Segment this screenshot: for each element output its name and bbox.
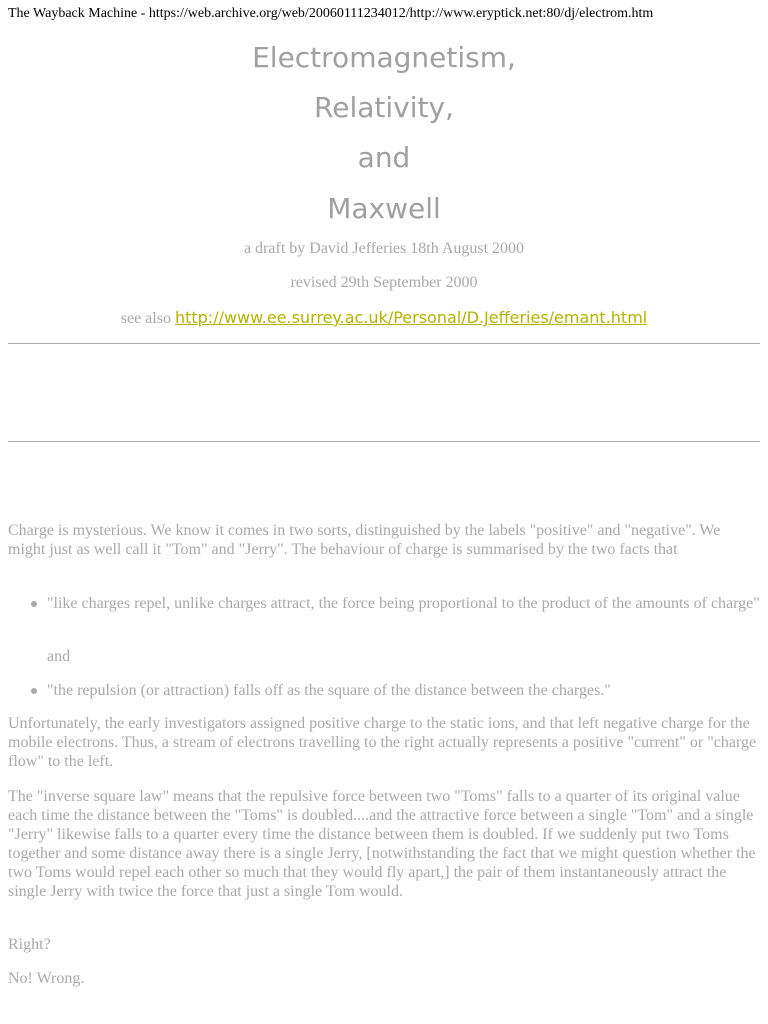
charge-facts-list-2 [8,681,760,700]
fact-2-text: "the repulsion (or attraction) falls off as the square of the distance between the charges." [47,682,611,699]
intro-paragraph: Charge is mysterious. We know it comes in two sorts, distinguished by the labels "positive" and "negative". We might just as well call it "Tom" and "Jerry". The behaviour of charge is summarised by the two facts that [8,522,721,558]
divider-top [8,343,760,344]
charge-facts-list [8,594,760,613]
title-line-1: Electromagnetism, [252,41,516,74]
paragraph-3: The "inverse square law" means that the repulsive force between two "Toms" falls to a quarter of its original value each time the distance between the "Toms" is doubled....and the attractive force between a single "Tom" and a single "Jerry" likewise falls to a quarter every time the distance between them is doubled. If we suddenly put two Toms together and some distance away there is a single Jerry, [notwithstanding the fact that we might question whether the two Toms would repel each other so much that they would fly apart,] the pair of them instantaneously attract the single Jerry with twice the force that just a single Tom would. [8,788,756,900]
wayback-header: The Wayback Machine - https://web.archive.org/web/20060111234012/http://www.eryptick.net:80/dj/electrom.htm [8,6,654,21]
bullet-icon [31,688,37,694]
paragraph-right: Right? [8,936,51,953]
and-text: and [47,648,71,665]
fact-1-text: "like charges repel, unlike charges attract, the force being proportional to the product of the amounts of charge" [47,595,760,612]
paragraph-2: Unfortunately, the early investigators assigned positive charge to the static ions, and that left negative charge for the mobile electrons. Thus, a stream of electrons travelling to the right actually represents a positive "current" or "charge flow" to the left. [8,715,757,770]
divider-bottom [8,441,760,442]
title-line-3: and [357,141,411,174]
see-also [0,308,768,328]
title-line-4: Maxwell [327,192,441,225]
title-line-2: Relativity, [314,91,454,124]
byline: a draft by David Jefferies 18th August 2000 [243,240,525,257]
see-also-prefix: see also [120,310,171,327]
paragraph-wrong: No! Wrong. [8,970,85,987]
bullet-icon [31,601,37,607]
revised-date: revised 29th September 2000 [290,274,478,291]
list-item [8,594,760,613]
list-item [8,681,760,700]
see-also-link[interactable]: http://www.ee.surrey.ac.uk/Personal/D.Jefferies/emant.html [174,308,648,327]
